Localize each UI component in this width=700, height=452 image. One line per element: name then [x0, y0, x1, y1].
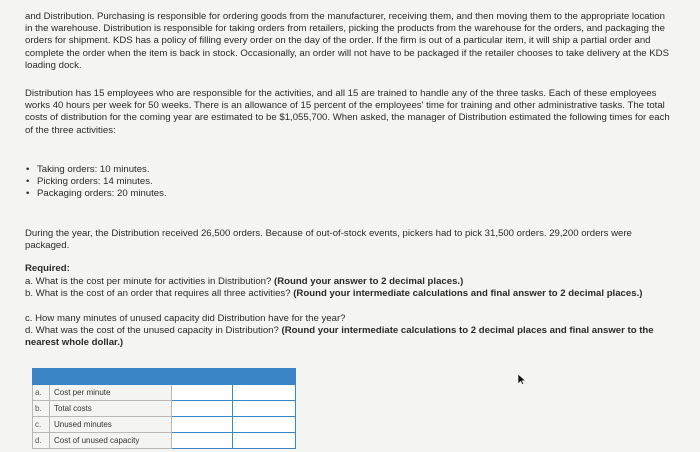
unused-minutes-input[interactable]: [172, 417, 232, 432]
question-b-text: b. What is the cost of an order that requires all three activities?: [25, 288, 294, 299]
question-a: [25, 276, 675, 288]
unused-minutes-cell-2: [233, 417, 296, 433]
cost-per-minute-cell: [172, 385, 233, 401]
header-cell-input-2: [233, 369, 296, 385]
cost-per-minute-input[interactable]: [172, 385, 232, 400]
question-b-instruction: (Round your intermediate calculations and final answer to 2 decimal places.): [293, 288, 643, 299]
table-row: [33, 401, 296, 417]
problem-paragraph-3: During the year, the Distribution received 26,500 orders. Because of out-of-stock events, pickers had to pick 31,500 orders. 29,200 orders were packaged.: [25, 228, 632, 252]
total-costs-input[interactable]: [172, 401, 232, 416]
question-d-text: d. What was the cost of the unused capacity in Distribution?: [25, 325, 282, 336]
cost-unused-capacity-cell: [172, 433, 233, 449]
problem-paragraph-1: and Distribution. Purchasing is responsible for ordering goods from the manufacturer, receiving them, and then moving them to the appropriate location in the warehouse. Distribution is responsible for taking orders from retailers, picking the products from the warehouse for the orders, and packaging the orders for shipment. KDS has a policy of filling every order on the day of the order. If the firm is out of a particular item, it will ship a partial order and complete the order when the item is back in stock. Occasionally, an order will not have to be packaged if the retailer chooses to take delivery at the KDS loading dock.: [25, 11, 670, 71]
list-item: • Packaging orders: 20 minutes.: [37, 188, 167, 200]
answer-table-header: [33, 369, 296, 385]
total-costs-input-2[interactable]: [233, 401, 295, 416]
row-letter: c.: [33, 417, 50, 433]
cost-per-minute-cell-2: [233, 385, 296, 401]
table-row: [33, 417, 296, 433]
question-a-text: a. What is the cost per minute for activities in Distribution?: [25, 276, 275, 287]
row-label: Cost of unused capacity: [50, 433, 172, 449]
total-costs-cell-2: [233, 401, 296, 417]
list-item: • Taking orders: 10 minutes.: [37, 164, 167, 176]
table-row: [33, 433, 296, 449]
header-cell-label: [33, 369, 172, 385]
activity-time-list: [25, 164, 167, 200]
mouse-pointer-icon: [516, 373, 528, 385]
answer-table: [32, 368, 296, 449]
unused-minutes-cell: [172, 417, 233, 433]
row-label: Total costs: [50, 401, 172, 417]
row-label: Unused minutes: [50, 417, 172, 433]
question-a-instruction: (Round your answer to 2 decimal places.): [274, 276, 464, 287]
question-d-instruction: (Round your intermediate calculations to 2 decimal places and final answer to the nearest whole dollar.): [25, 325, 654, 348]
cost-unused-capacity-input-2[interactable]: [233, 433, 295, 448]
table-row: [33, 385, 296, 401]
row-letter: d.: [33, 433, 50, 449]
cost-per-minute-input-2[interactable]: [233, 385, 295, 400]
required-heading: Required:: [25, 263, 70, 274]
question-c: [25, 313, 675, 325]
row-label: Cost per minute: [50, 385, 172, 401]
problem-paragraph-2: Distribution has 15 employees who are responsible for the activities, and all 15 are trained to handle any of the three tasks. Each of these employees works 40 hours per week for 50 weeks. There is an allowance of 15 percent of the employees' time for training and other administrative tasks. The total costs of distribution for the coming year are estimated to be $1,055,700. When asked, the manager of Distribution estimated the following times for each of the three activities:: [25, 88, 670, 136]
question-d: [25, 325, 675, 349]
cost-unused-capacity-cell-2: [233, 433, 296, 449]
row-letter: b.: [33, 401, 50, 417]
total-costs-cell: [172, 401, 233, 417]
header-cell-input-1: [172, 369, 233, 385]
unused-minutes-input-2[interactable]: [233, 417, 295, 432]
question-c-text: c. How many minutes of unused capacity did Distribution have for the year?: [25, 313, 346, 324]
row-letter: a.: [33, 385, 50, 401]
list-item: • Picking orders: 14 minutes.: [37, 176, 167, 188]
question-b: [25, 288, 675, 300]
cost-unused-capacity-input[interactable]: [172, 433, 232, 448]
